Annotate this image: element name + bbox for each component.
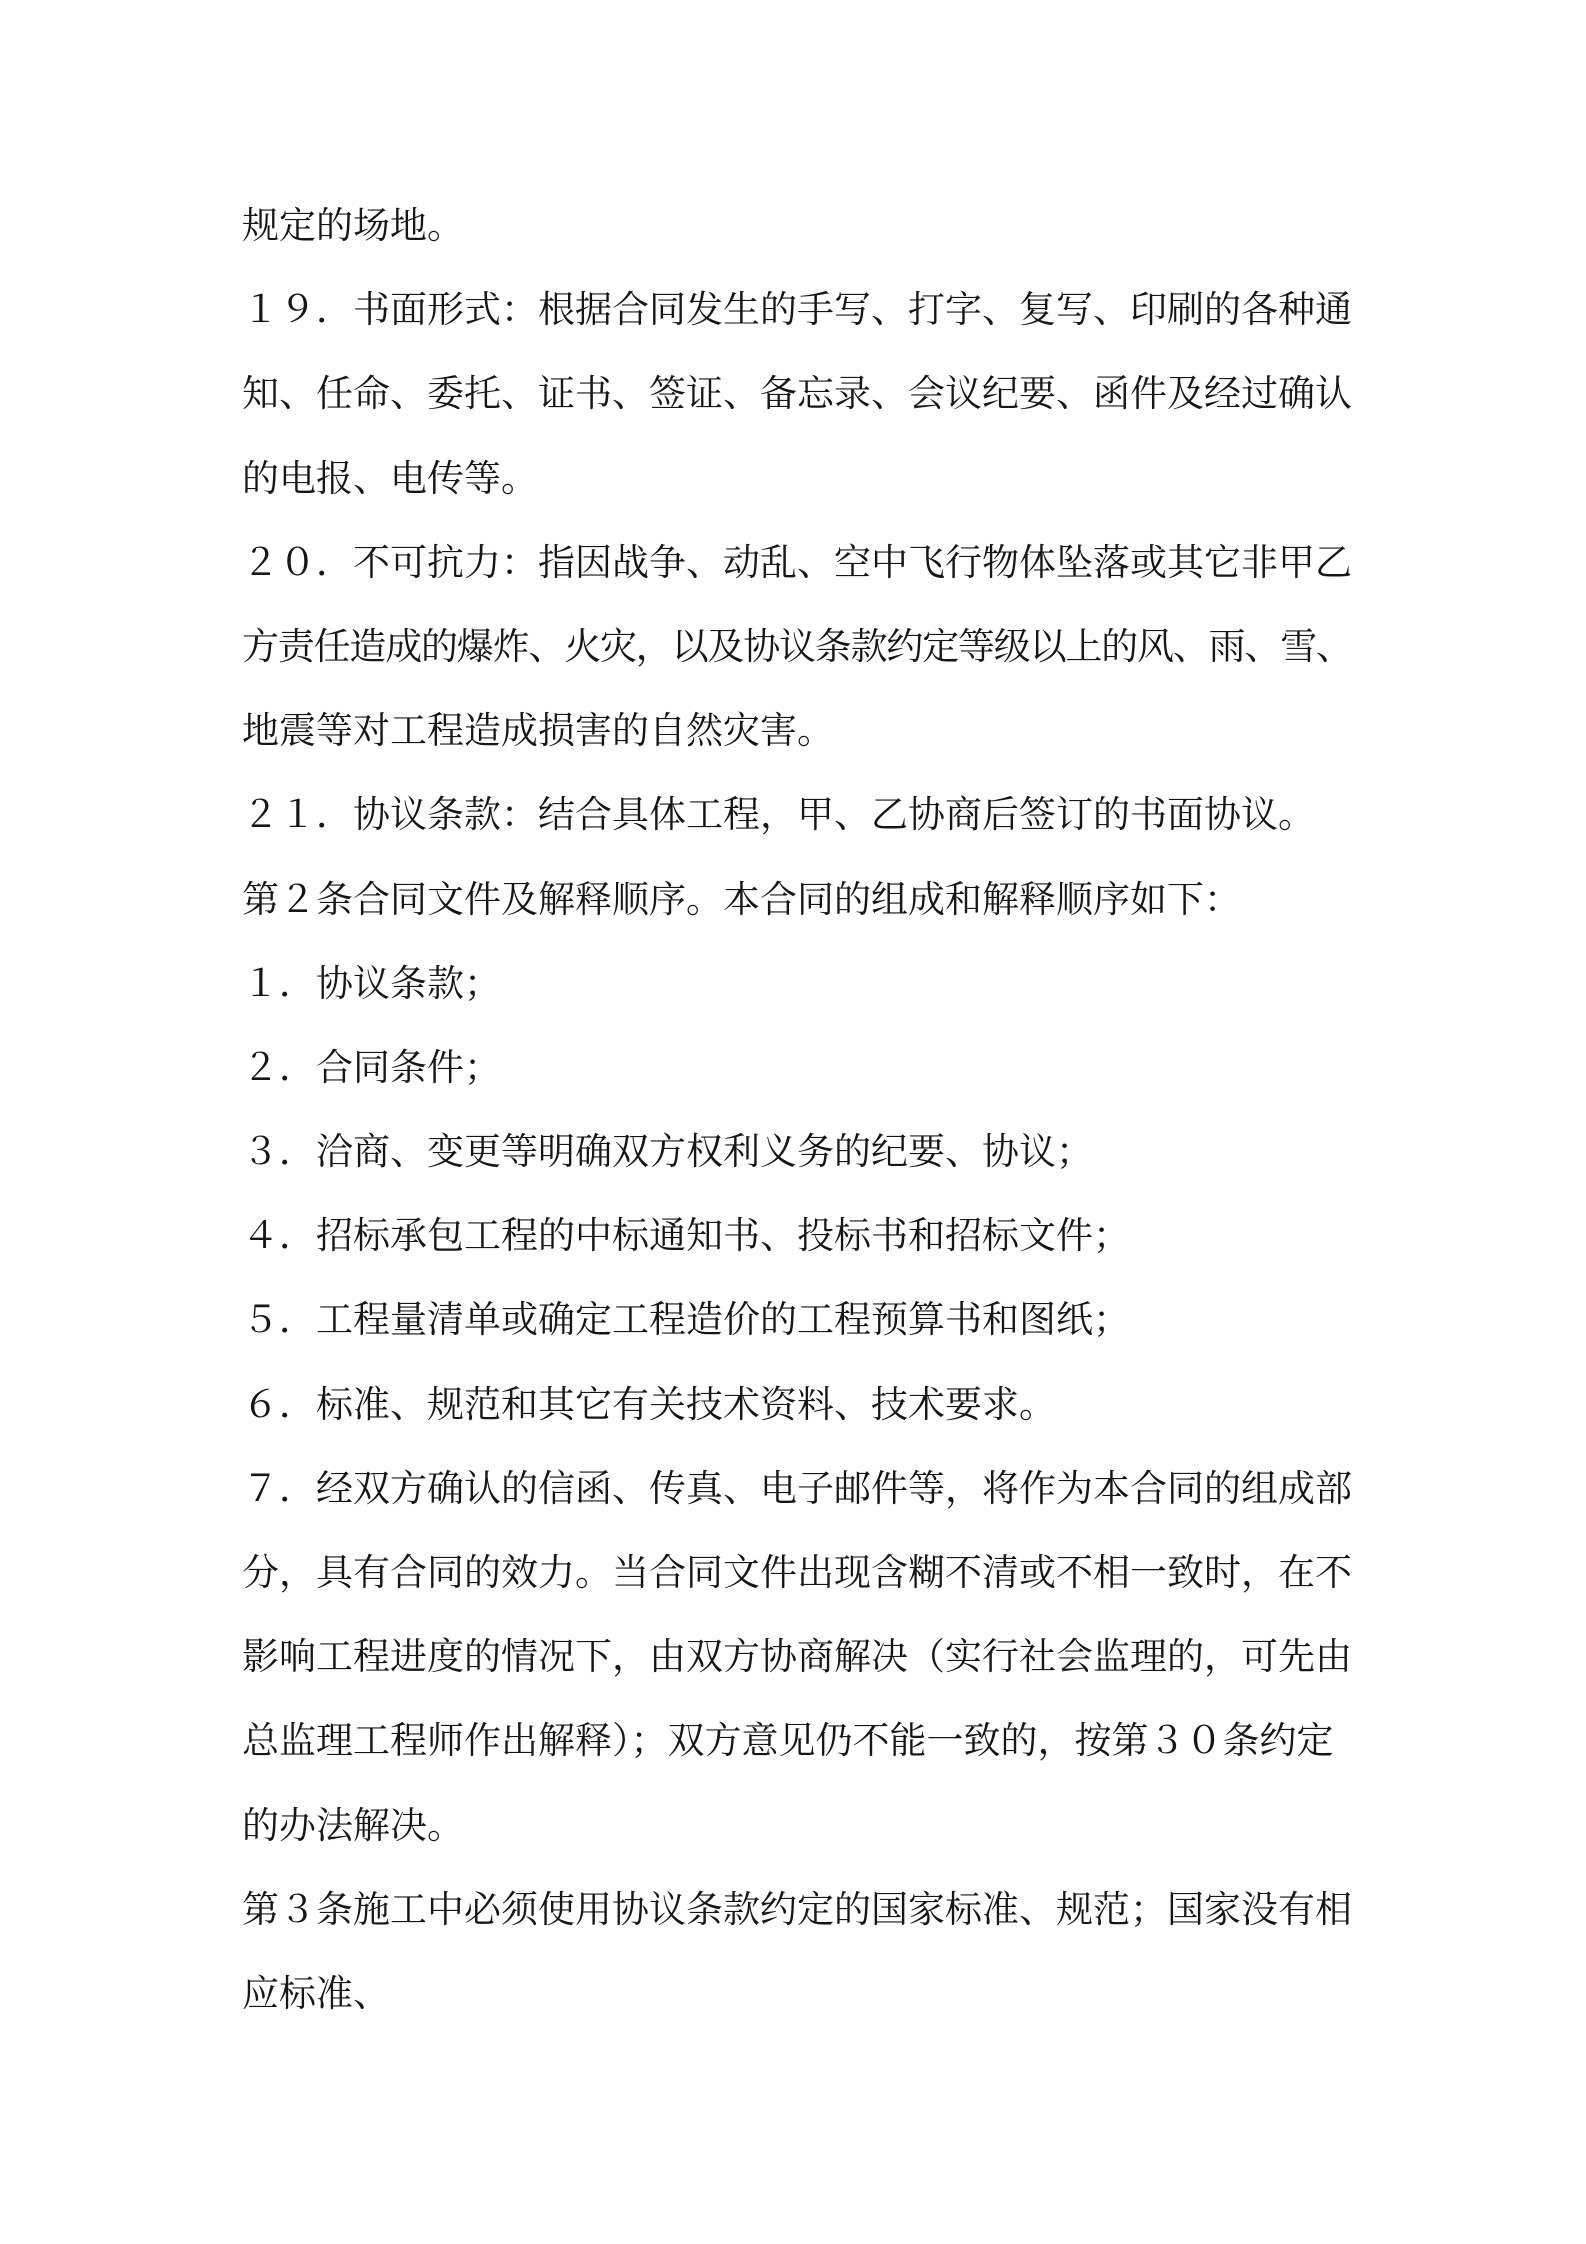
text-line: ６．标准、规范和其它有关技术资料、技术要求。 [242, 1382, 1056, 1426]
list-item-6 [242, 1363, 1382, 1447]
paragraph-continuation [242, 184, 1382, 268]
paragraph-item-20 [242, 521, 1382, 774]
text-line: ５．工程量清单或确定工程造价的工程预算书和图纸； [242, 1298, 1130, 1342]
text-line: 方责任造成的爆炸、火灾，以及协议条款约定等级以上的风、雨、雪、 [242, 624, 1352, 668]
text-line: 第３条施工中必须使用协议条款约定的国家标准、规范；国家没有相 [242, 1887, 1352, 1931]
paragraph-item-19 [242, 268, 1382, 521]
text-line: ２．合同条件； [242, 1045, 501, 1089]
text-line: 总监理工程师作出解释）；双方意见仍不能一致的，按第３０条约定 [242, 1719, 1334, 1763]
text-line: 的电报、电传等。 [242, 456, 538, 500]
text-line: １．协议条款； [242, 961, 501, 1005]
text-line: 影响工程进度的情况下，由双方协商解决（实行社会监理的，可先由 [242, 1635, 1352, 1679]
text-line: ２０．不可抗力：指因战争、动乱、空中飞行物体坠落或其它非甲乙 [242, 540, 1352, 584]
list-item-7 [242, 1447, 1382, 1868]
paragraph-article-3 [242, 1868, 1382, 2036]
text-line: 第２条合同文件及解释顺序。本合同的组成和解释顺序如下： [242, 877, 1241, 921]
text-line: 地震等对工程造成损害的自然灾害。 [242, 709, 834, 753]
text-line: 规定的场地。 [242, 204, 464, 247]
text-line: ４．招标承包工程的中标通知书、投标书和招标文件； [242, 1214, 1130, 1258]
list-item-1 [242, 942, 1382, 1026]
text-line: ２１．协议条款：结合具体工程，甲、乙协商后签订的书面协议。 [242, 793, 1315, 837]
paragraph-article-2 [242, 858, 1382, 942]
text-line: ３．洽商、变更等明确双方权利义务的纪要、协议； [242, 1130, 1093, 1174]
text-line: 分，具有合同的效力。当合同文件出现含糊不清或不相一致时，在不 [242, 1551, 1352, 1594]
list-item-4 [242, 1194, 1382, 1278]
list-item-2 [242, 1026, 1382, 1110]
text-line: 应标准、 [242, 1971, 390, 2015]
paragraph-item-21 [242, 773, 1382, 857]
text-line: ７．经双方确认的信函、传真、电子邮件等，将作为本合同的组成部 [242, 1466, 1352, 1510]
text-line: 知、任命、委托、证书、签证、备忘录、会议纪要、函件及经过确认 [242, 372, 1352, 416]
list-item-5 [242, 1278, 1382, 1362]
text-line: 的办法解决。 [242, 1803, 464, 1847]
text-line: １９．书面形式：根据合同发生的手写、打字、复写、印刷的各种通 [242, 288, 1352, 332]
document-body [242, 184, 1382, 2036]
list-item-3 [242, 1110, 1382, 1194]
